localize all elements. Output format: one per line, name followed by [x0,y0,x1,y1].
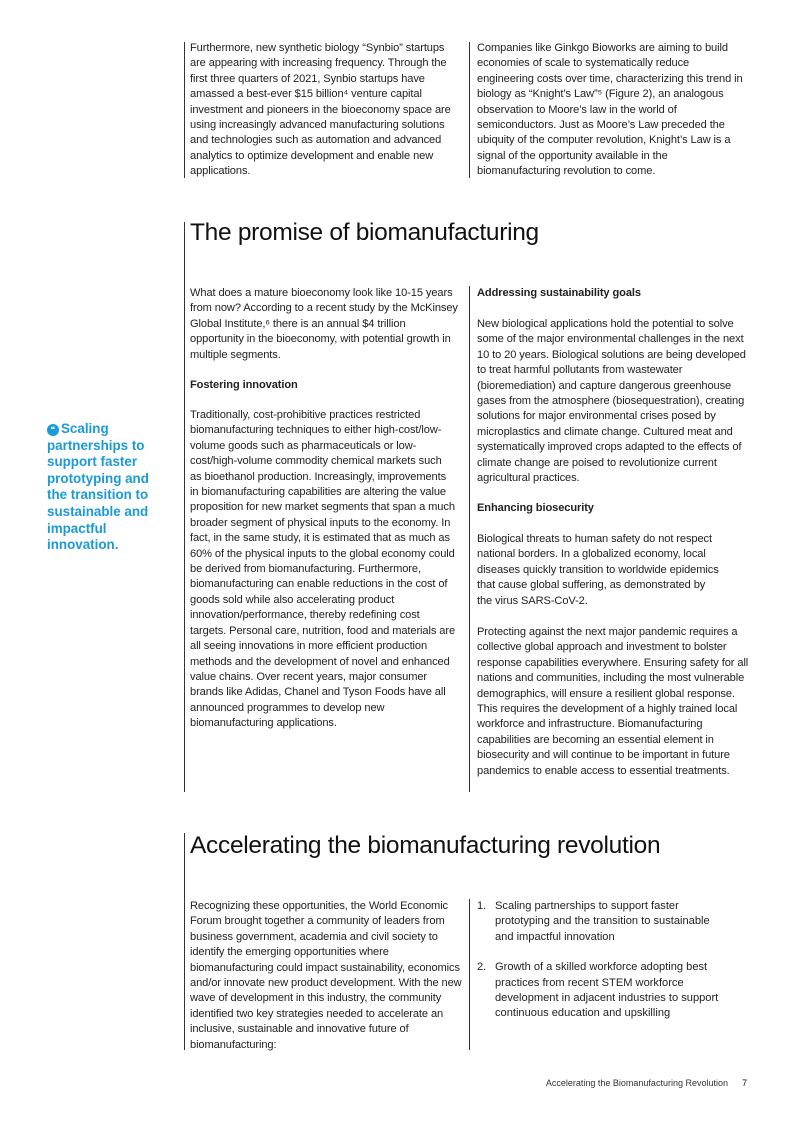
section1-intro-paragraph: What does a mature bioeconomy look like 10-15 years from now? According to a recent study by the McKinsey Global Institute,⁶ there is an annual $4 trillion opportunity in the bioeconomy, with potential growth in multiple segments. [190,287,458,361]
intro-left-paragraph: Furthermore, new synthetic biology “Synbio” startups are appearing with increasing frequency. Through the first three quarters of 2021, Synbio startups have amassed a best-ever $15 billion⁴ venture capital investment and pioneers in the bioeconomy space are using increasingly advanced manufacturing solutions and technologies such as automation and advanced analytics to optimize development and enable new applications. [190,42,451,178]
section2-heading: Accelerating the biomanufacturing revolution [190,832,661,859]
subheading-fostering-innovation: Fostering innovation [190,379,298,391]
intro-right-paragraph: Companies like Ginkgo Bioworks are aiming to build economies of scale to systematically reduce engineering costs over time, characterizing this trend in biology as “Knight’s Law”⁵ (Figure 2), an analogous observation to Moore’s law in the world of semiconductors. Just as Moore’s Law preceded the ubiquity of the computer revolution, Knight’s Law is a signal of the opportunity available in the biomanufacturing revolution to come. [477,42,743,178]
section1-heading: The promise of biomanufacturing [190,219,539,246]
section1-heading-rule [184,222,185,792]
footer-title: Accelerating the Biomanufacturing Revolution [545,1078,728,1088]
biosecurity-paragraph-2: Protecting against the next major pandemic requires a collective global approach and investment to bolster response capabilities everywhere. Ensuring safety for all nations and communities, including the most vulnerable demographics, will ensure a resilient global response. This requires the development of a highly trained local workforce and infrastructure. Biomanufacturing capabilities are becoming an essential element in biosecurity and will continue to be important in future pandemics to enable access to essential treatments. [477,626,749,777]
section2-right-rule [469,899,470,1050]
biosecurity-paragraph-1: Biological threats to human safety do not respect national borders. In a globalized economy, local diseases quickly transition to worldwide epidemics that cause global suffering, as demonstrated by the virus SARS-CoV-2. [477,533,719,607]
pull-quote-text: Scaling partnerships to support faster prototyping and the transition to sustainable and impactful innovation. [47,421,149,553]
section1-right-rule [469,286,470,792]
fostering-innovation-paragraph: Traditionally, cost-prohibitive practices restricted biomanufacturing techniques to either high-cost/low-volume goods such as pharmaceuticals or low-cost/high-volume commodity chemical markets such as bioethanol production. Increasingly, improvements in biomanufacturing capabilities are altering the value proposition for new market segments that span a much broader segment of physical inputs to the economy. In fact, in the same study, it is estimated that as much as 60% of the physical inputs to the global economy could be derived from biomanufacturing. Furthermore, biomanufacturing can enable reductions in the cost of goods sold while also accelerating product innovation/performance, thereby redefining cost targets. Personal care, nutrition, food and materials are all seeing innovations in more efficient production methods and the development of novel and enhanced value chains. Over recent years, major consumer brands like Adidas, Chanel and Tyson Foods have all announced programmes to develop new biomanufacturing applications. [190,409,456,730]
sustainability-paragraph: New biological applications hold the potential to solve some of the major environmental challenges in the next 10 to 20 years. Biological solutions are being developed to treat harmful pollutants from wastewater (bioremediation) and capture dangerous greenhouse gases from the atmosphere (biosequestration), creating solutions for major environmental crises posed by microplastics and climate change. Cultured meat and systematically improved crops adapted to the effects of climate change are poised to revolutionize current agricultural practices. [477,318,746,485]
page-number: 7 [741,1078,747,1088]
strategies-list [477,899,757,1022]
intro-right-rule [469,42,470,178]
list-item-text: Scaling partnerships to support faster prototyping and the transition to sustainable and impactful innovation [495,900,710,943]
subheading-biosecurity: Enhancing biosecurity [477,502,594,514]
page-footer [546,1077,747,1089]
section2-paragraph: Recognizing these opportunities, the World Economic Forum brought together a community of leaders from business government, academia and civil society to identify the emerging opportunities where biomanufacturing could impact sustainability, economics and/or innovate new product development. With the new wave of development in this industry, the community identified two key strategies needed to accelerate an inclusive, sustainable and innovative future of biomanufacturing: [190,900,462,1051]
list-item-number: 2. [477,961,487,974]
quote-icon: ❝ [47,424,59,436]
list-item-text: Growth of a skilled workforce adopting best practices from recent STEM workforce development in adjacent industries to support continuous education and upskilling [495,961,719,1020]
list-item [477,899,757,945]
pull-quote [47,421,157,554]
subheading-sustainability: Addressing sustainability goals [477,287,641,299]
list-item-number: 1. [477,900,487,912]
section2-heading-rule [184,833,185,1050]
list-item [477,960,757,1022]
intro-left-rule [184,42,185,178]
